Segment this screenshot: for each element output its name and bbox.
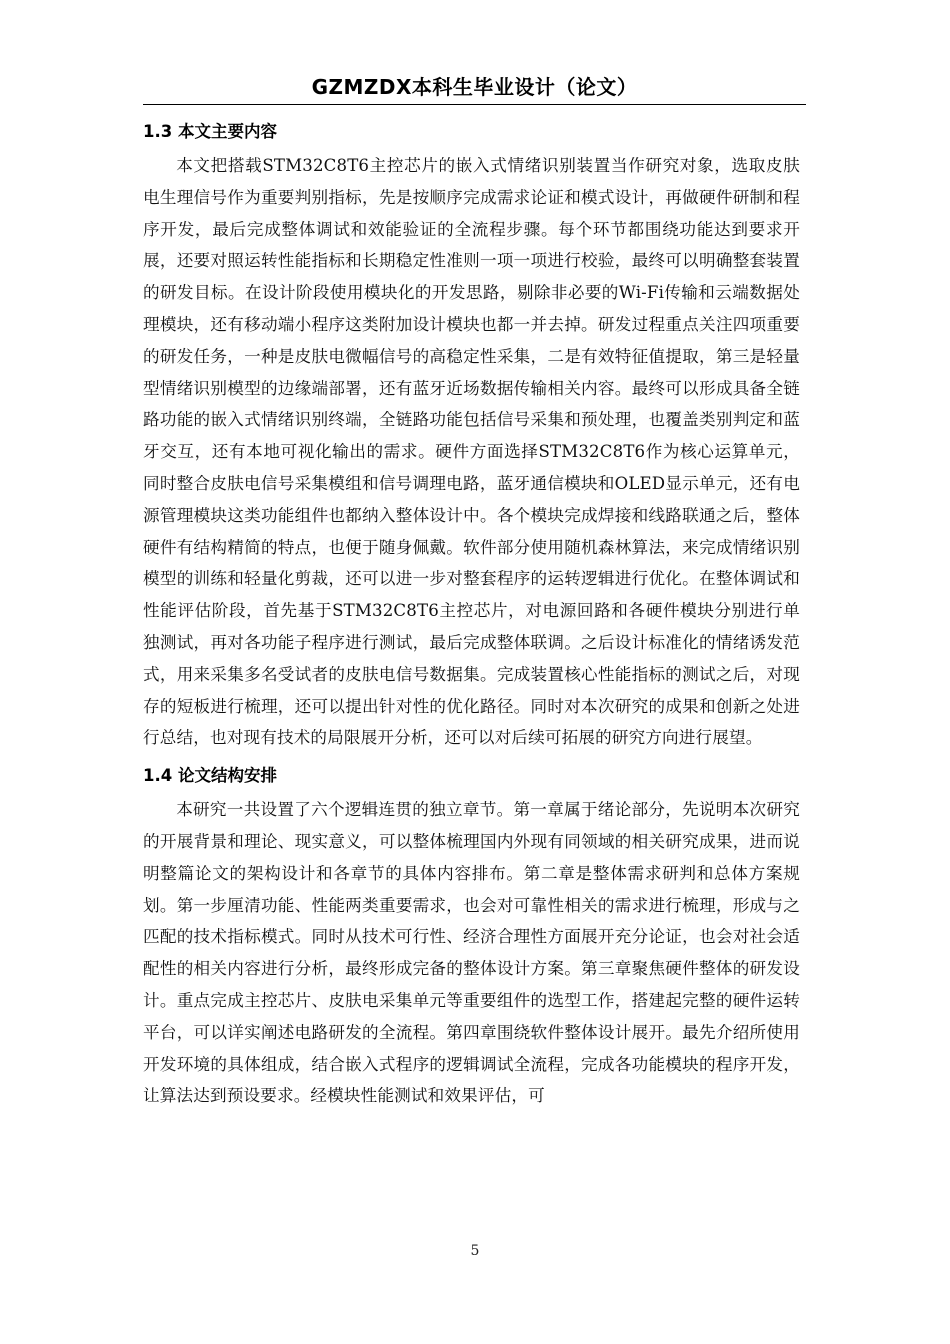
page-number: 5 bbox=[470, 1243, 480, 1259]
page-header: GZMZDX本科生毕业设计（论文） bbox=[143, 72, 806, 105]
document-body bbox=[143, 114, 800, 1112]
paragraph-main-content: 本文把搭载STM32C8T6主控芯片的嵌入式情绪识别装置当作研究对象，选取皮肤电生理信号作为重要判别指标，先是按顺序完成需求论证和模式设计，再做硬件研制和程序开发，最后完成整体调试和效能验证的全流程步骤。每个环节都围绕功能达到要求开展，还要对照运转性能指标和长期稳定性准则一项一项进行校验，最终可以明确整套装置的研发目标。在设计阶段使用模块化的开发思路，剔除非必要的Wi-Fi传输和云端数据处理模块，还有移动端小程序这类附加设计模块也都一并去掉。研发过程重点关注四项重要的研发任务，一种是皮肤电微幅信号的高稳定性采集，二是有效特征值提取，第三是轻量型情绪识别模型的边缘端部署，还有蓝牙近场数据传输相关内容。最终可以形成具备全链路功能的嵌入式情绪识别终端，全链路功能包括信号采集和预处理，也覆盖类别判定和蓝牙交互，还有本地可视化输出的需求。硬件方面选择STM32C8T6作为核心运算单元，同时整合皮肤电信号采集模组和信号调理电路，蓝牙通信模块和OLED显示单元，还有电源管理模块这类功能组件也都纳入整体设计中。各个模块完成焊接和线路联通之后，整体硬件有结构精简的特点，也便于随身佩戴。软件部分使用随机森林算法，来完成情绪识别模型的训练和轻量化剪裁，还可以进一步对整套程序的运转逻辑进行优化。在整体调试和性能评估阶段，首先基于STM32C8T6主控芯片，对电源回路和各硬件模块分别进行单独测试，再对各功能子程序进行测试，最后完成整体联调。之后设计标准化的情绪诱发范式，用来采集多名受试者的皮肤电信号数据集。完成装置核心性能指标的测试之后，对现存的短板进行梳理，还可以提出针对性的优化路径。同时对本次研究的成果和创新之处进行总结，也对现有技术的局限展开分析，还可以对后续可拓展的研究方向进行展望。 bbox=[143, 156, 800, 748]
paragraph-thesis-structure: 本研究一共设置了六个逻辑连贯的独立章节。第一章属于绪论部分，先说明本次研究的开展背景和理论、现实意义，可以整体梳理国内外现有同领域的相关研究成果，进而说明整篇论文的架构设计和各章节的具体内容排布。第二章是整体需求研判和总体方案规划。第一步厘清功能、性能两类重要需求，也会对可靠性相关的需求进行梳理，形成与之匹配的技术指标模式。同时从技术可行性、经济合理性方面展开充分论证，也会对社会适配性的相关内容进行分析，最终形成完备的整体设计方案。第三章聚焦硬件整体的研发设计。重点完成主控芯片、皮肤电采集单元等重要组件的选型工作，搭建起完整的硬件运转平台，可以详实阐述电路研发的全流程。第四章围绕软件整体设计展开。最先介绍所使用开发环境的具体组成，结合嵌入式程序的逻辑调试全流程，完成各功能模块的程序开发，让算法达到预设要求。经模块性能测试和效果评估，可 bbox=[143, 800, 800, 1106]
section-heading-main-content: 1.3 本文主要内容 bbox=[143, 122, 277, 141]
section-heading-thesis-structure: 1.4 论文结构安排 bbox=[143, 766, 277, 786]
